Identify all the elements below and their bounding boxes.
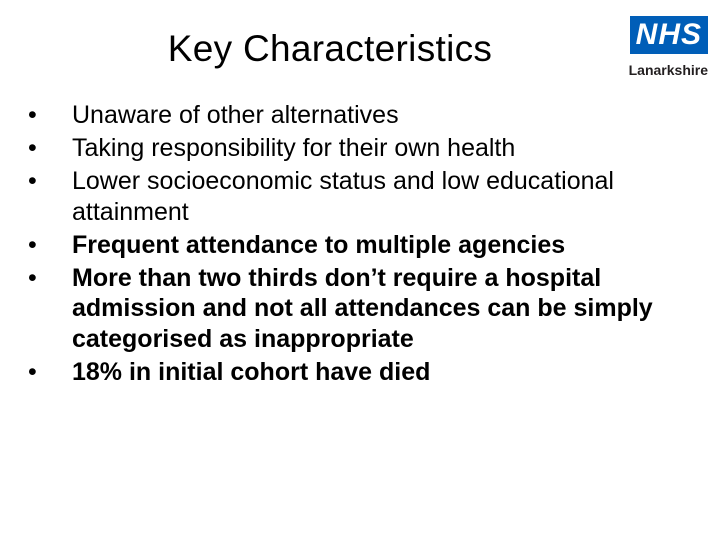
- nhs-lanarkshire-logo: [610, 12, 710, 84]
- bullet-symbol: •: [28, 230, 37, 259]
- slide-title: Key Characteristics: [167, 28, 493, 69]
- bullet-symbol: •: [28, 134, 37, 162]
- bullet-text: 18% in initial cohort have died: [72, 357, 431, 386]
- bullet-item: [28, 357, 698, 388]
- bullet-item: [28, 263, 698, 355]
- bullet-symbol: •: [28, 263, 37, 292]
- bullet-item: [28, 100, 698, 131]
- bullet-list: [28, 100, 698, 390]
- bullet-item: [28, 166, 698, 227]
- logo-organisation-name: Lanarkshire: [628, 62, 708, 78]
- bullet-text: Frequent attendance to multiple agencies: [72, 230, 566, 259]
- bullet-symbol: •: [28, 357, 37, 386]
- nhs-logo-mark: NHS: [630, 16, 708, 54]
- bullet-symbol: •: [28, 167, 37, 195]
- bullet-item: [28, 133, 698, 164]
- bullet-text: Unaware of other alternatives: [72, 101, 399, 129]
- bullet-text: Taking responsibility for their own health: [72, 134, 516, 162]
- bullet-text: More than two thirds don’t require a hospital admission and not all attendances can be simply categorised as inappropriate: [72, 263, 653, 353]
- bullet-text: Lower socioeconomic status and low educational attainment: [72, 167, 614, 226]
- bullet-symbol: •: [28, 101, 37, 129]
- bullet-item: [28, 230, 698, 261]
